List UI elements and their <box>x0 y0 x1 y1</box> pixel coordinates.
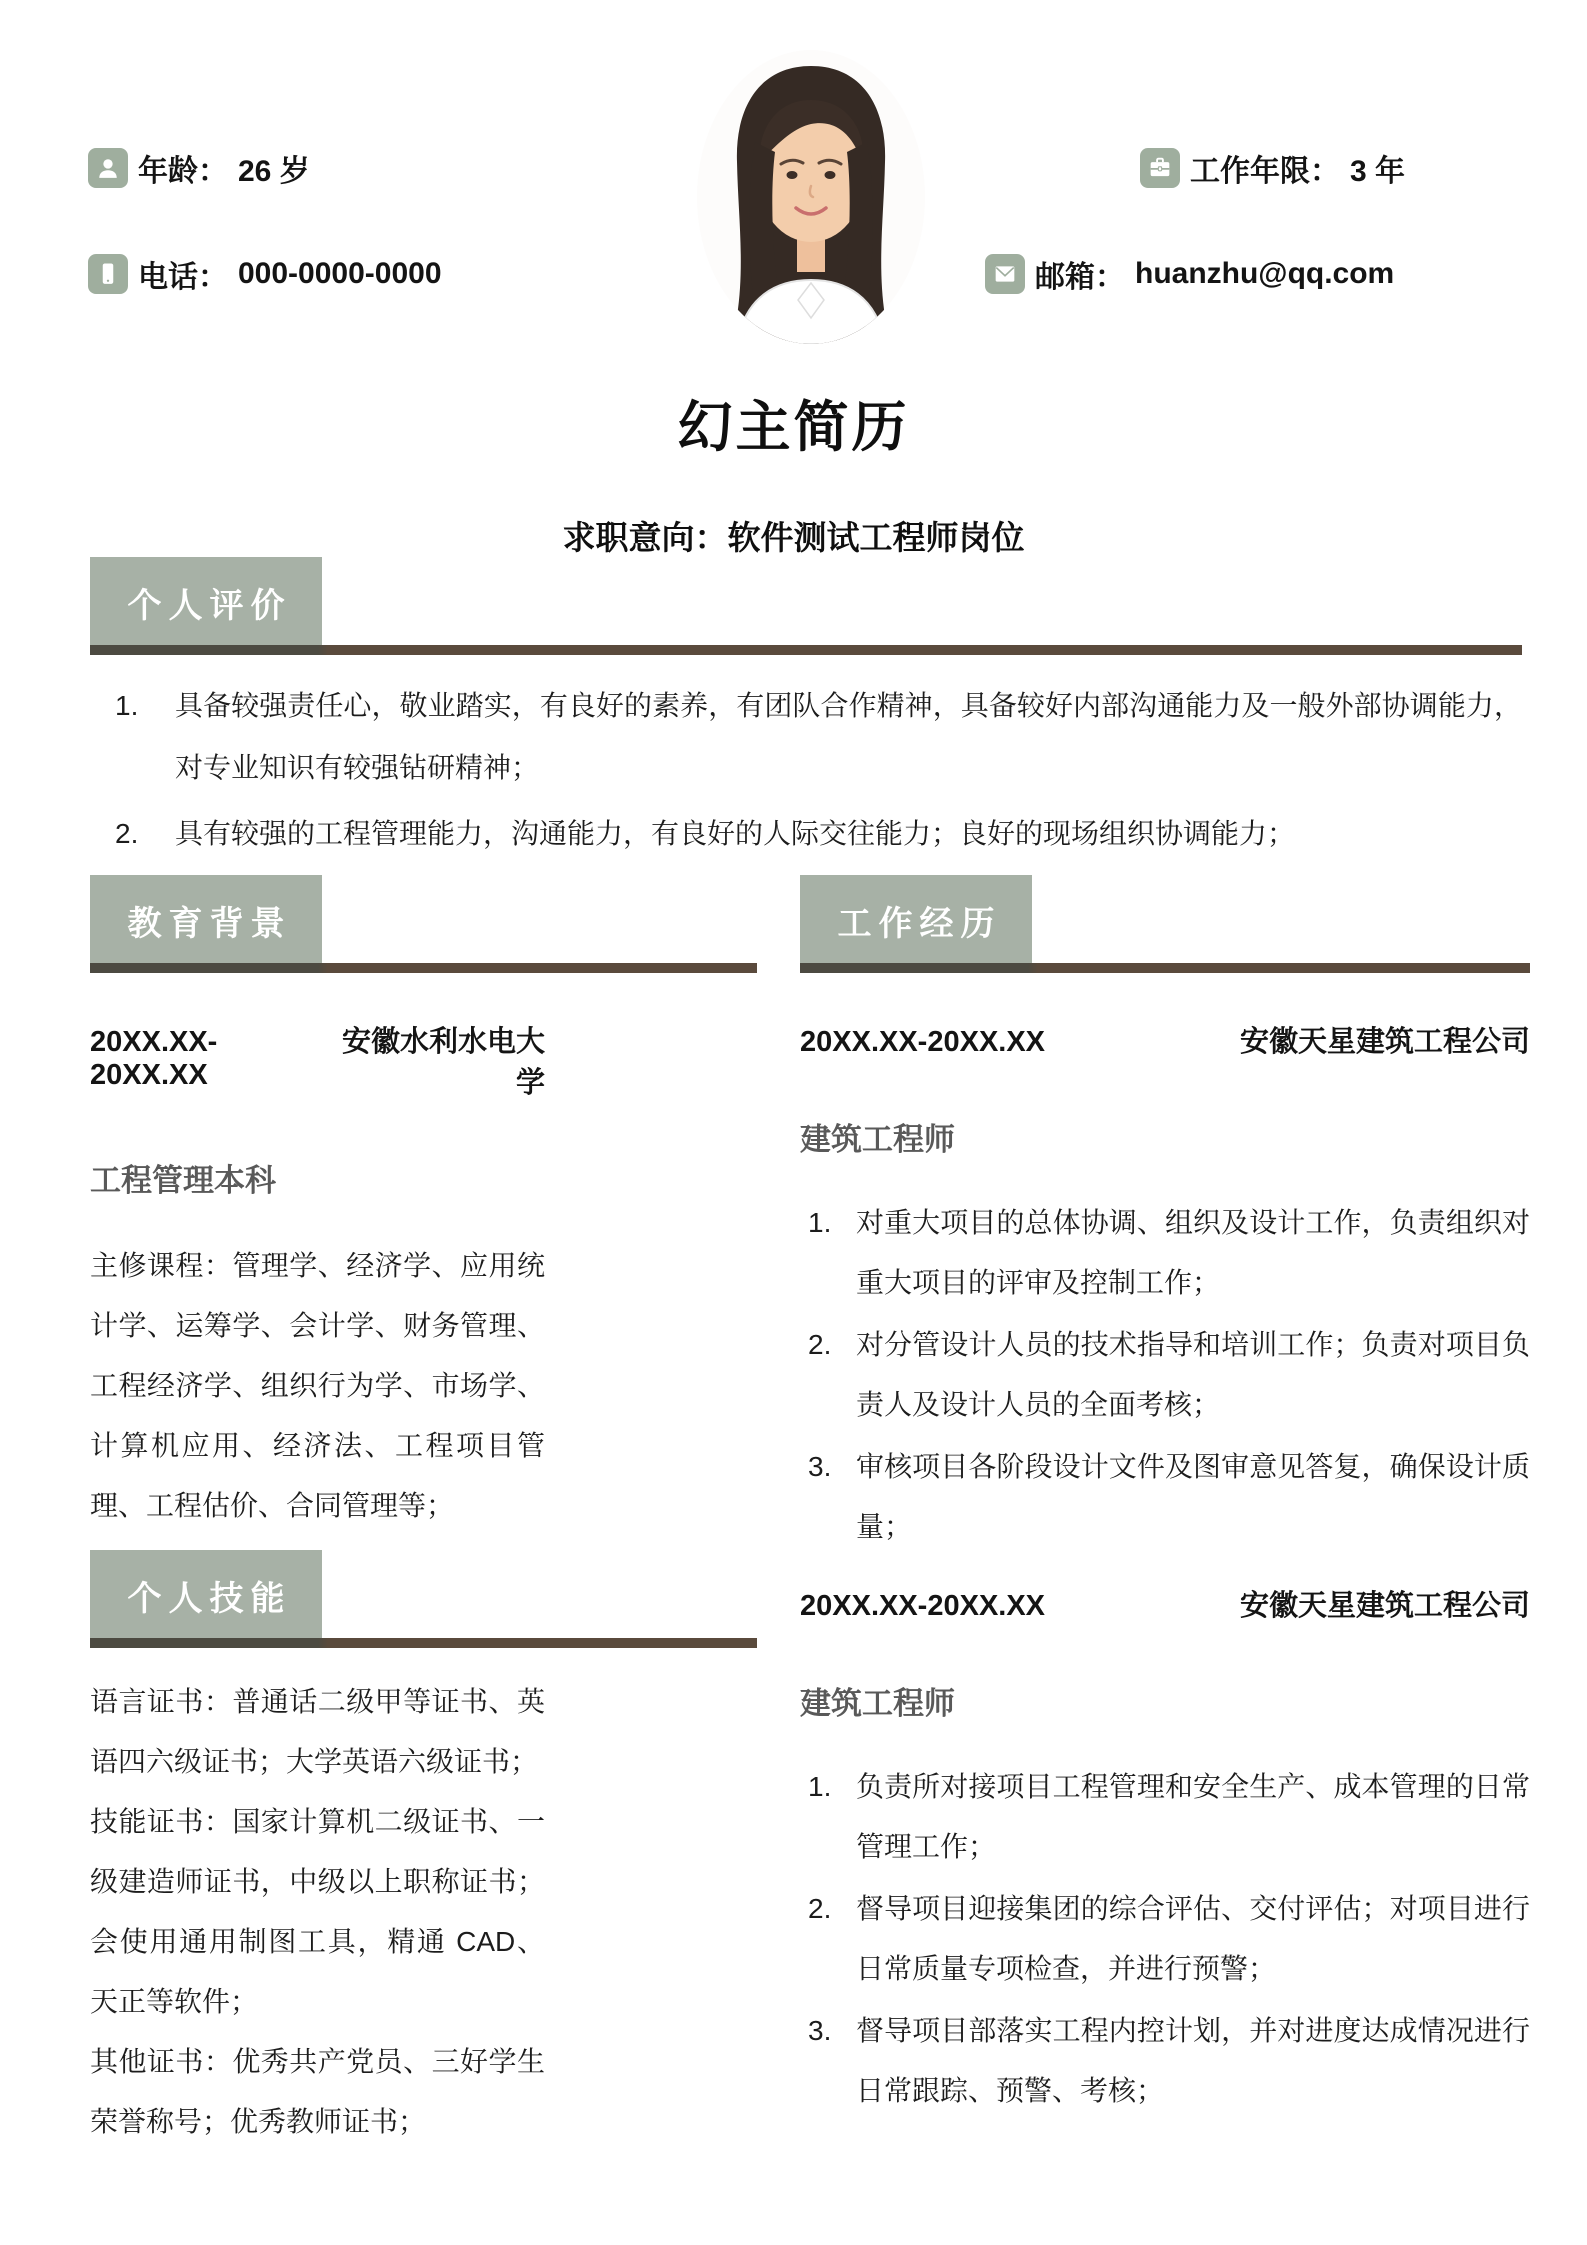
education-period: 20XX.XX-20XX.XX <box>90 1026 218 1091</box>
email-value: huanzhu@qq.com <box>1135 257 1395 290</box>
item-number: 1. <box>808 1207 832 1238</box>
education-courses: 主修课程：管理学、经济学、应用统计学、运筹学、会计学、财务管理、工程经济学、组织行为学、市场学、计算机应用、经济法、工程项目管理、工程估价、合同管理等； <box>90 1250 545 1521</box>
item-number: 2. <box>808 1329 832 1360</box>
phone-value: 000-0000-0000 <box>238 257 442 290</box>
evaluation-item <box>90 675 1522 799</box>
work-period: 20XX.XX-20XX.XX <box>800 1026 1046 1058</box>
section-divider <box>90 963 757 973</box>
phone-icon <box>88 254 128 294</box>
item-text: 督导项目部落实工程内控计划，并对进度达成情况进行日常跟踪、预警、考核； <box>856 2015 1530 2106</box>
work-duty-item <box>800 2001 1530 2121</box>
contact-email <box>985 252 1394 296</box>
education-degree: 工程管理本科 <box>90 1163 276 1198</box>
job-objective: 求职意向：软件测试工程师岗位 <box>562 519 1025 556</box>
item-number: 3. <box>808 1451 832 1482</box>
item-text: 督导项目迎接集团的综合评估、交付评估；对项目进行日常质量专项检查，并进行预警； <box>856 1893 1530 1984</box>
section-divider <box>90 1638 757 1648</box>
section-header <box>90 875 757 973</box>
item-number: 3. <box>808 2015 832 2046</box>
evaluation-list <box>90 675 1522 865</box>
skills-text <box>90 1672 545 2152</box>
education-school: 安徽水利水电大学 <box>341 1026 545 1099</box>
item-text: 具备较强责任心，敬业踏实，有良好的素养，有团队合作精神，具备较好内部沟通能力及一般外部协调能力，对专业知识有较强钻研精神； <box>175 690 1522 783</box>
work-entry-header <box>800 1019 1530 1060</box>
profile-photo <box>697 50 925 344</box>
avatar <box>697 50 925 344</box>
contact-age <box>88 146 310 190</box>
work-duty-item <box>800 1315 1530 1435</box>
item-text: 负责所对接项目工程管理和安全生产、成本管理的日常管理工作； <box>856 1771 1530 1862</box>
section-heading-education: 教育背景 <box>90 875 322 965</box>
section-divider <box>800 963 1530 973</box>
item-number: 2. <box>808 1893 832 1924</box>
work-duty-item <box>800 1757 1530 1877</box>
item-number: 1. <box>808 1771 832 1802</box>
section-header <box>800 875 1530 973</box>
left-column <box>90 875 757 2152</box>
skills-paragraph: 语言证书：普通话二级甲等证书、英语四六级证书；大学英语六级证书； <box>90 1686 545 1777</box>
work-duty-item <box>800 1437 1530 1557</box>
skills-paragraph: 其他证书：优秀共产党员、三好学生荣誉称号；优秀教师证书； <box>90 2046 545 2137</box>
item-text: 审核项目各阶段设计文件及图审意见答复，确保设计质量； <box>856 1451 1530 1542</box>
briefcase-icon <box>1140 148 1180 188</box>
work-years-value: 3 年 <box>1350 155 1406 188</box>
section-header <box>90 1550 757 1648</box>
section-header <box>90 557 1522 655</box>
item-text: 对分管设计人员的技术指导和培训工作；负责对项目负责人及设计人员的全面考核； <box>856 1329 1530 1420</box>
section-heading-evaluation: 个人评价 <box>90 557 322 647</box>
item-text: 对重大项目的总体协调、组织及设计工作，负责组织对重大项目的评审及控制工作； <box>856 1207 1530 1298</box>
item-number: 1. <box>115 690 139 721</box>
age-value: 26 岁 <box>238 155 310 188</box>
person-icon <box>88 148 128 188</box>
work-period: 20XX.XX-20XX.XX <box>800 1590 1046 1622</box>
contact-work-years <box>1140 146 1405 190</box>
section-divider <box>90 645 1522 655</box>
work-entry-header <box>800 1583 1530 1624</box>
work-company: 安徽天星建筑工程公司 <box>1239 1026 1530 1058</box>
contact-phone <box>88 252 442 296</box>
age-label: 年龄： <box>138 155 228 188</box>
education-entry-header <box>90 1019 545 1101</box>
skills-paragraph: 技能证书：国家计算机二级证书、一级建造师证书，中级以上职称证书；会使用通用制图工具，精通 CAD、天正等软件； <box>90 1806 545 2017</box>
right-column <box>800 875 1530 2123</box>
work-company: 安徽天星建筑工程公司 <box>1239 1590 1530 1622</box>
work-role: 建筑工程师 <box>800 1122 955 1157</box>
section-personal-evaluation <box>90 557 1522 869</box>
section-heading-work: 工作经历 <box>800 875 1032 965</box>
work-duty-list <box>800 1757 1530 2121</box>
email-label: 邮箱： <box>1035 261 1125 294</box>
evaluation-item <box>90 803 1522 865</box>
mail-icon <box>985 254 1025 294</box>
work-role: 建筑工程师 <box>800 1686 955 1721</box>
item-number: 2. <box>115 818 139 849</box>
phone-label: 电话： <box>138 261 228 294</box>
work-duty-list <box>800 1193 1530 1557</box>
work-duty-item <box>800 1193 1530 1313</box>
work-duty-item <box>800 1879 1530 1999</box>
section-heading-skills: 个人技能 <box>90 1550 322 1640</box>
item-text: 具有较强的工程管理能力，沟通能力，有良好的人际交往能力；良好的现场组织协调能力； <box>175 818 1296 849</box>
page-title: 幻主简历 <box>677 396 910 458</box>
work-years-label: 工作年限： <box>1190 155 1340 188</box>
